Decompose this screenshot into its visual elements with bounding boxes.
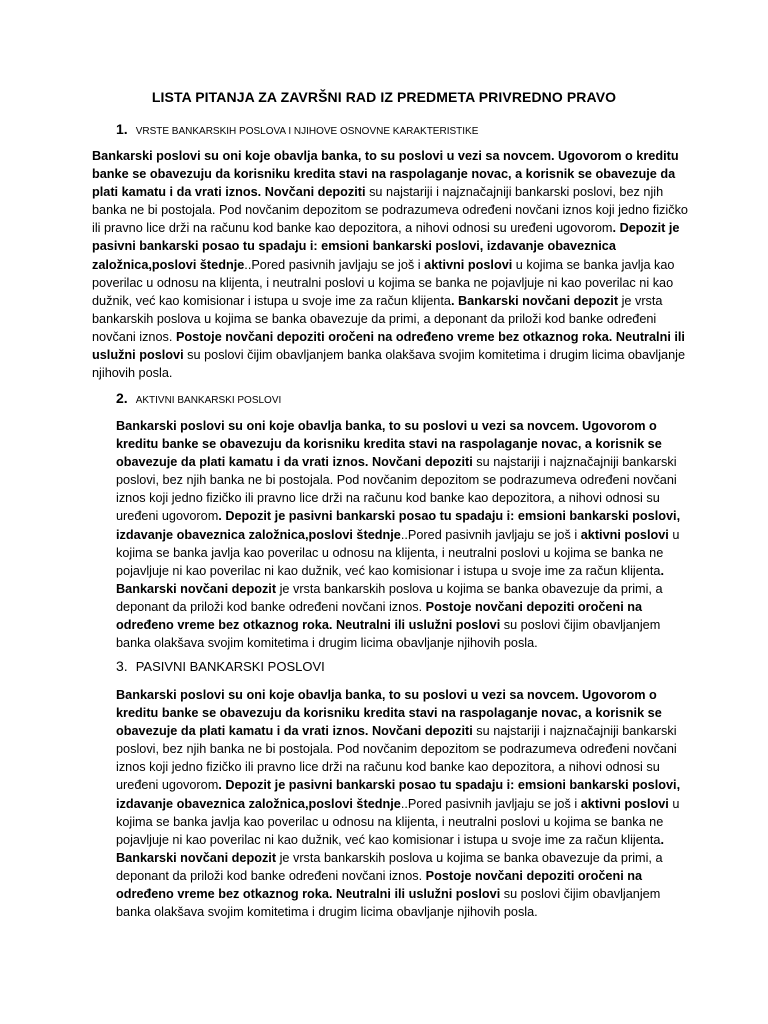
text-run: je vrsta bankarskih poslova u kojima se banka obavezuje da primi, a deponant da priloži kod banke određeni novčani iznos. (92, 293, 663, 344)
text-run: su najstariji i najznačajniji bankarski poslovi, bez njih banka ne bi postojala. Pod novčanim depozitom se podrazumeva određeni novčani iznos koji jedno fizičko ili pravno lice drži na računu kod banke kao depozitora, a nihovi odnosi su uređeni ugovorom (92, 185, 688, 236)
bold-text-run: Novčani depoziti (264, 185, 366, 200)
bold-text-run: aktivni poslovi (580, 796, 669, 811)
text-run: je vrsta bankarskih poslova u kojima se banka obavezuje da primi, a deponant da priloži kod banke određeni novčani iznos. (116, 850, 663, 883)
bold-text-run: Novčani depoziti (371, 455, 473, 470)
text-run: ..Pored pasivnih javljaju se još i (400, 527, 581, 542)
bold-text-run: . Depozit je pasivni bankarski posao tu spadaju i: emsioni bankarski poslovi, izdavanje obaveznica založnica,poslovi štednje (116, 509, 681, 542)
bold-text-run: Postoje novčani depoziti oročeni na određeno vreme bez otkaznog roka. Neutralni ili uslužni poslovi (116, 599, 643, 633)
section-2-paragraph (116, 417, 686, 652)
bold-text-run: Postoje novčani depoziti oročeni na određeno vreme bez otkaznog roka. Neutralni ili uslužni poslovi (92, 329, 685, 363)
section-2-number: 2. (116, 390, 128, 406)
section-1-title: VRSTE BANKARSKIH POSLOVA I NJIHOVE OSNOVNE KARAKTERISTIKE (135, 126, 479, 137)
text-run: ..Pored pasivnih javljaju se još i (244, 257, 425, 272)
text-run: su poslovi čijim obavljanjem banka olakšava svojim komitetima i drugim licima obavljanje njihovih posla. (116, 887, 661, 920)
bold-text-run: . Bankarski novčani depozit (116, 832, 664, 865)
text-run: su poslovi čijim obavljanjem banka olakšava svojim komitetima i drugim licima obavljanje njihovih posla. (116, 618, 661, 651)
section-3-heading (116, 658, 325, 674)
text-run: su najstariji i najznačajniji bankarski poslovi, bez njih banka ne bi postojala. Pod novčanim depozitom se podrazumeva određeni novčani iznos koji jedno fizičko ili pravno lice drži na računu kod banke kao depozitora, a nihovi odnosi su uređeni ugovorom (116, 724, 677, 793)
text-run: u kojima se banka javlja kao poverilac u odnosu na klijenta, i neutralni poslovi u kojima se banka ne pojavljuje ni kao poverilac ni kao dužnik, već kao komisionar i istupa u svoje ime za račun klijenta (92, 257, 675, 308)
section-1-paragraph (92, 147, 688, 382)
text-run: je vrsta bankarskih poslova u kojima se banka obavezuje da primi, a deponant da priloži kod banke određeni novčani iznos. (116, 581, 663, 614)
bold-text-run: . Bankarski novčani depozit (450, 293, 619, 308)
text-run: su poslovi čijim obavljanjem banka olakšava svojim komitetima i drugim licima obavljanje njihovih posla. (92, 348, 686, 381)
bold-text-run: Novčani depoziti (371, 724, 473, 739)
bold-text-run: . Bankarski novčani depozit (116, 563, 664, 596)
section-2-title: AKTIVNI BANKARSKI POSLOVI (135, 395, 282, 406)
document-title: LISTA PITANJA ZA ZAVRŠNI RAD IZ PREDMETA PRIVREDNO PRAVO (151, 89, 617, 105)
bold-text-run: Bankarski poslovi su oni koje obavlja banka, to su poslovi u vezi sa novcem. Ugovorom o kreditu banke se obavezuju da korisniku kredita stavi na raspolaganje novac, a korisnik se obavezuje da plati kamatu i da vrati iznos. (116, 419, 662, 470)
bold-text-run: aktivni poslovi (424, 257, 513, 272)
bold-text-run: . Depozit je pasivni bankarski posao tu spadaju i: emsioni bankarski poslovi, izdavanje obaveznica založnica,poslovi štednje (116, 778, 681, 811)
section-1-number: 1. (116, 121, 128, 137)
section-3-paragraph (116, 686, 686, 921)
bold-text-run: Bankarski poslovi su oni koje obavlja banka, to su poslovi u vezi sa novcem. Ugovorom o kreditu banke se obavezuju da korisniku kredita stavi na raspolaganje novac, a korisnik se obavezuje da plati kamatu i da vrati iznos. (116, 688, 662, 739)
text-run: su najstariji i najznačajniji bankarski poslovi, bez njih banka ne bi postojala. Pod novčanim depozitom se podrazumeva određeni novčani iznos koji jedno fizičko ili pravno lice drži na računu kod banke kao depozitora, a nihovi odnosi su uređeni ugovorom (116, 455, 677, 524)
text-run: ..Pored pasivnih javljaju se još i (400, 796, 581, 811)
bold-text-run: Bankarski poslovi su oni koje obavlja banka, to su poslovi u vezi sa novcem. Ugovorom o kreditu banke se obavezuju da korisniku kredita stavi na raspolaganje novac, a korisnik se obavezuje da plati kamatu i da vrati iznos. (92, 149, 679, 200)
section-1-heading (116, 121, 478, 137)
section-2-heading (116, 390, 281, 406)
bold-text-run: . Depozit je pasivni bankarski posao tu spadaju i: emsioni bankarski poslovi, izdavanje obaveznica založnica,poslovi štednje (92, 221, 680, 272)
bold-text-run: aktivni poslovi (580, 527, 669, 542)
section-3-number: 3. (116, 658, 128, 674)
section-3-title: PASIVNI BANKARSKI POSLOVI (135, 659, 325, 674)
bold-text-run: Postoje novčani depoziti oročeni na određeno vreme bez otkaznog roka. Neutralni ili uslužni poslovi (116, 868, 643, 902)
text-run: u kojima se banka javlja kao poverilac u odnosu na klijenta, i neutralni poslovi u kojima se banka ne pojavljuje ni kao poverilac ni kao dužnik, već kao komisionar i istupa u svoje ime za račun klijenta (116, 796, 680, 847)
text-run: u kojima se banka javlja kao poverilac u odnosu na klijenta, i neutralni poslovi u kojima se banka ne pojavljuje ni kao poverilac ni kao dužnik, već kao komisionar i istupa u svoje ime za račun klijenta (116, 527, 680, 578)
